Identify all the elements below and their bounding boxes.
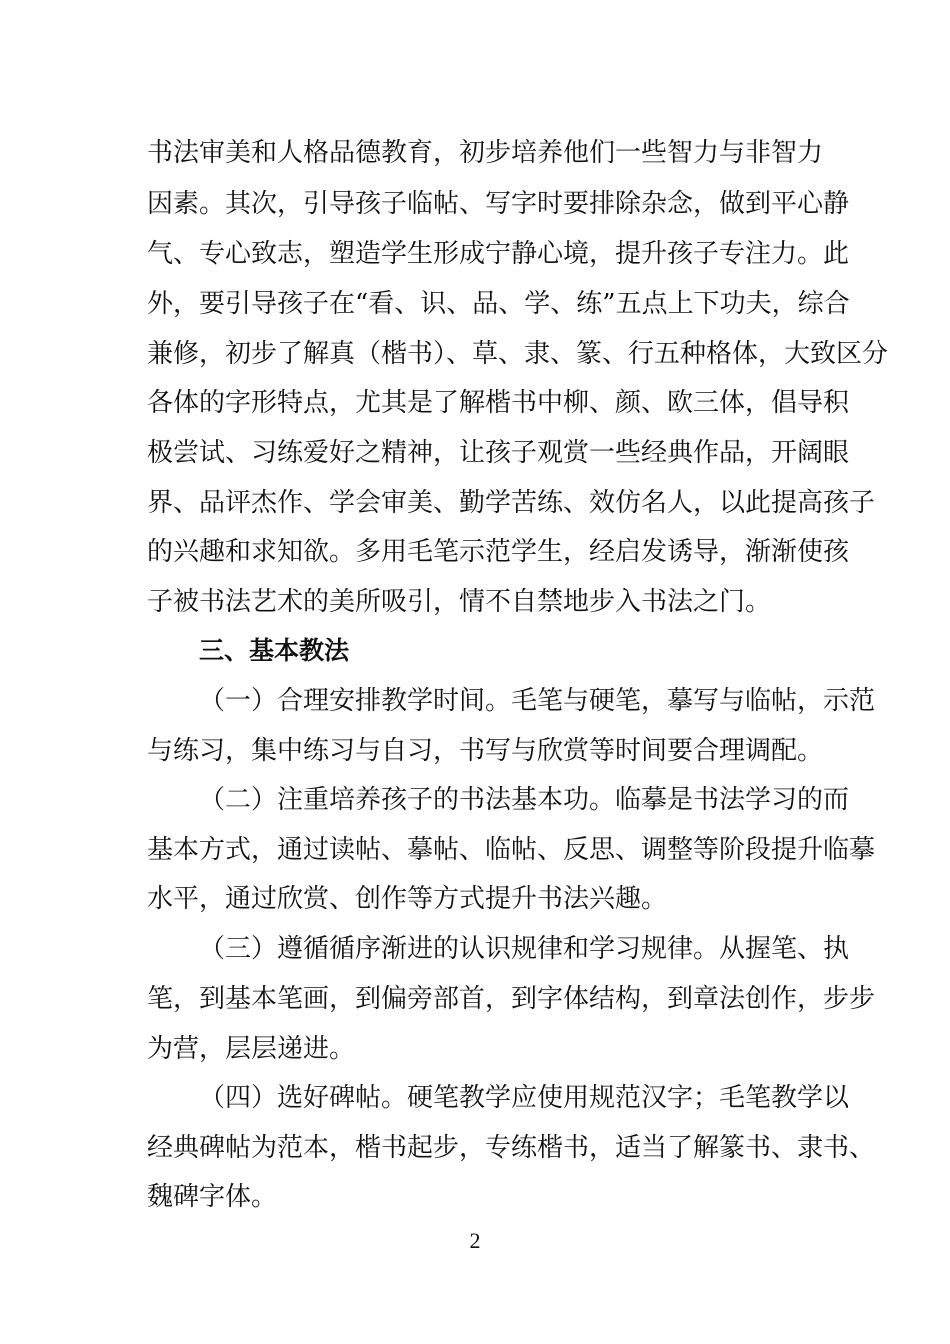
method-line: 经典碑帖为范本，楷书起步，专练楷书，适当了解篆书、隶书、 — [147, 1133, 876, 1163]
paragraph-line: 外，要引导孩子在“看、识、品、学、练”五点上下功夫，综合 — [147, 289, 850, 319]
method-line: （二）注重培养孩子的书法基本功。临摹是书法学习的而 — [199, 785, 850, 815]
method-line: （四）选好碑帖。硬笔教学应使用规范汉字；毛笔教学以 — [199, 1083, 850, 1113]
paragraph-line: 子被书法艺术的美所吸引，情不自禁地步入书法之门。 — [147, 587, 772, 617]
method-line: （一）合理安排教学时间。毛笔与硬笔，摹写与临帖，示范 — [199, 686, 876, 716]
section-heading: 三、基本教法 — [199, 636, 350, 665]
method-line: 基本方式，通过读帖、摹帖、临帖、反思、调整等阶段提升临摹 — [147, 835, 876, 865]
paragraph-line: 界、品评杰作、学会审美、勤学苦练、效仿名人，以此提高孩子 — [147, 488, 876, 518]
method-line: 与练习，集中练习与自习，书写与欣赏等时间要合理调配。 — [147, 736, 824, 766]
paragraph-line: 各体的字形特点，尤其是了解楷书中柳、颜、欧三体，倡导积 — [147, 388, 850, 418]
paragraph-line: 书法审美和人格品德教育，初步培养他们一些智力与非智力 — [147, 138, 824, 168]
paragraph-line: 气、专心致志，塑造学生形成宁静心境，提升孩子专注力。此 — [147, 239, 850, 269]
page-number: 2 — [469, 1228, 481, 1253]
paragraph-line: 因素。其次，引导孩子临帖、写字时要排除杂念，做到平心静 — [147, 189, 850, 219]
method-line: 为营，层层递进。 — [147, 1034, 356, 1064]
paragraph-line: 兼修，初步了解真（楷书）、草、隶、篆、行五种格体，大致区分 — [147, 339, 889, 369]
method-line: 笔，到基本笔画，到偏旁部首，到字体结构，到章法创作，步步 — [147, 984, 876, 1014]
method-line: 魏碑字体。 — [147, 1182, 278, 1212]
paragraph-line: 的兴趣和求知欲。多用毛笔示范学生，经启发诱导，渐渐使孩 — [147, 537, 850, 567]
method-line: （三）遵循循序渐进的认识规律和学习规律。从握笔、执 — [199, 934, 850, 964]
method-line: 水平，通过欣赏、创作等方式提升书法兴趣。 — [147, 884, 668, 914]
paragraph-line: 极尝试、习练爱好之精神，让孩子观赏一些经典作品，开阔眼 — [147, 438, 850, 468]
